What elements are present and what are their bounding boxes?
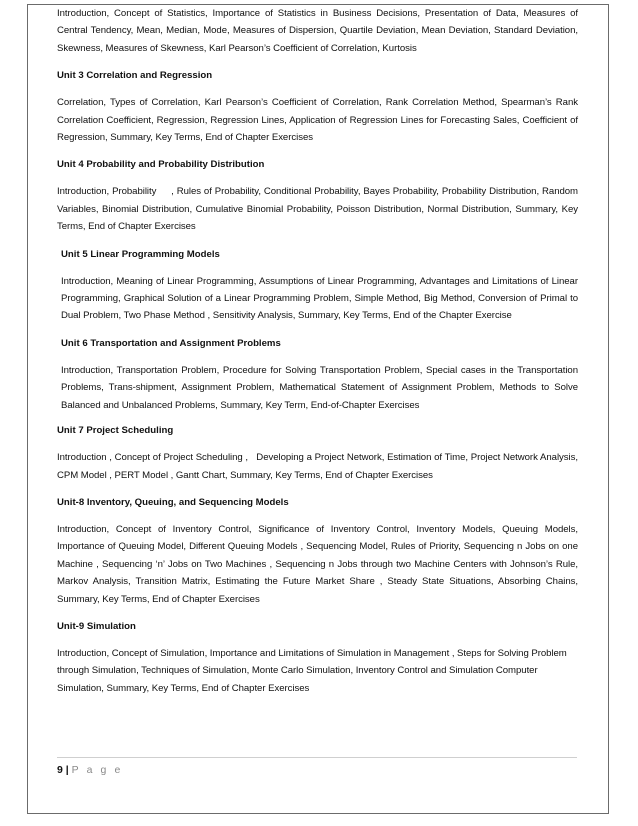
unit-3-body: Correlation, Types of Correlation, Karl Pearson’s Coefficient of Correlation, Rank Correlation Method, Spearman’s Rank Correlation Coefficient, Regression, Regression Lines, Application of Regression Lines for Forecasting Sales, Coefficient of Regression, Summary, Key Terms, End of Chapter Exercises — [57, 97, 578, 144]
footer-separator: | — [65, 764, 69, 776]
unit-9-body: Introduction, Concept of Simulation, Importance and Limitations of Simulation in Management , Steps for Solving Problem through Simulation, Techniques of Simulation, Monte Carlo Simulation, Inventory Control and Simulation Computer Simulation, Summary, Key Terms, End of Chapter Exercises — [57, 647, 567, 694]
unit-5-body: Introduction, Meaning of Linear Programming, Assumptions of Linear Programming, Advantages and Limitations of Linear Programming, Graphical Solution of a Linear Programming Problem, Simple Method, Big Method, Conversion of Primal to Dual Problem, Two Phase Method , Sensitivity Analysis, Summary, Key Terms, End of the Chapter Exercise — [61, 275, 578, 322]
page-label: P a g e — [71, 764, 123, 776]
page-footer — [57, 757, 577, 776]
page-number-label — [57, 763, 123, 777]
unit-9-heading: Unit-9 Simulation — [57, 620, 136, 632]
unit-4-body: Introduction, Probability , Rules of Probability, Conditional Probability, Bayes Probability, Probability Distribution, Random Variables, Binomial Distribution, Cumulative Binomial Probability, Poisson Distribution, Normal Distribution, Summary, Key Terms, End of Chapter Exercises — [57, 186, 578, 233]
unit-5-heading: Unit 5 Linear Programming Models — [61, 248, 220, 260]
document-body — [57, 5, 578, 697]
page-number: 9 — [57, 764, 63, 776]
unit-4-heading: Unit 4 Probability and Probability Distribution — [57, 159, 265, 171]
unit-8-heading: Unit-8 Inventory, Queuing, and Sequencing Models — [57, 496, 289, 508]
unit-7-heading: Unit 7 Project Scheduling — [57, 425, 174, 437]
unit-6-heading: Unit 6 Transportation and Assignment Problems — [61, 337, 281, 349]
unit-6-body: Introduction, Transportation Problem, Procedure for Solving Transportation Problem, Special cases in the Transportation Problems, Trans-shipment, Assignment Problem, Mathematical Statement of Assignment Problem, Methods to Solve Balanced and Unbalanced Problems, Summary, Key Term, End-of-Chapter Exercises — [61, 364, 578, 411]
unit-7-body: Introduction , Concept of Project Scheduling , Developing a Project Network, Estimation of Time, Project Network Analysis, CPM Model , PERT Model , Gantt Chart, Summary, Key Terms, End of Chapter Exercises — [57, 452, 578, 481]
unit-3-heading: Unit 3 Correlation and Regression — [57, 70, 213, 82]
unit-8-body: Introduction, Concept of Inventory Control, Significance of Inventory Control, Inventory Models, Queuing Models, Importance of Queuing Model, Different Queuing Models , Sequencing Model, Rules of Priority, Sequencing n Jobs on one Machine , Sequencing ‘n’ Jobs on Two Machines , Sequencing n Jobs through two Machine Centers with Johnson’s Rule, Markov Analysis, Transition Matrix, Estimating the Future Market Share , Steady State Situations, Absorbing Chains, Summary, Key Terms, End of Chapter Exercises — [57, 523, 578, 605]
section-intro-body: Introduction, Concept of Statistics, Importance of Statistics in Business Decisions, Presentation of Data, Measures of Central Tendency, Mean, Median, Mode, Measures of Dispersion, Quartile Deviation, Mean Deviation, Standard Deviation, Skewness, Measures of Skewness, Karl Pearson’s Coefficient of Correlation, Kurtosis — [57, 8, 578, 54]
